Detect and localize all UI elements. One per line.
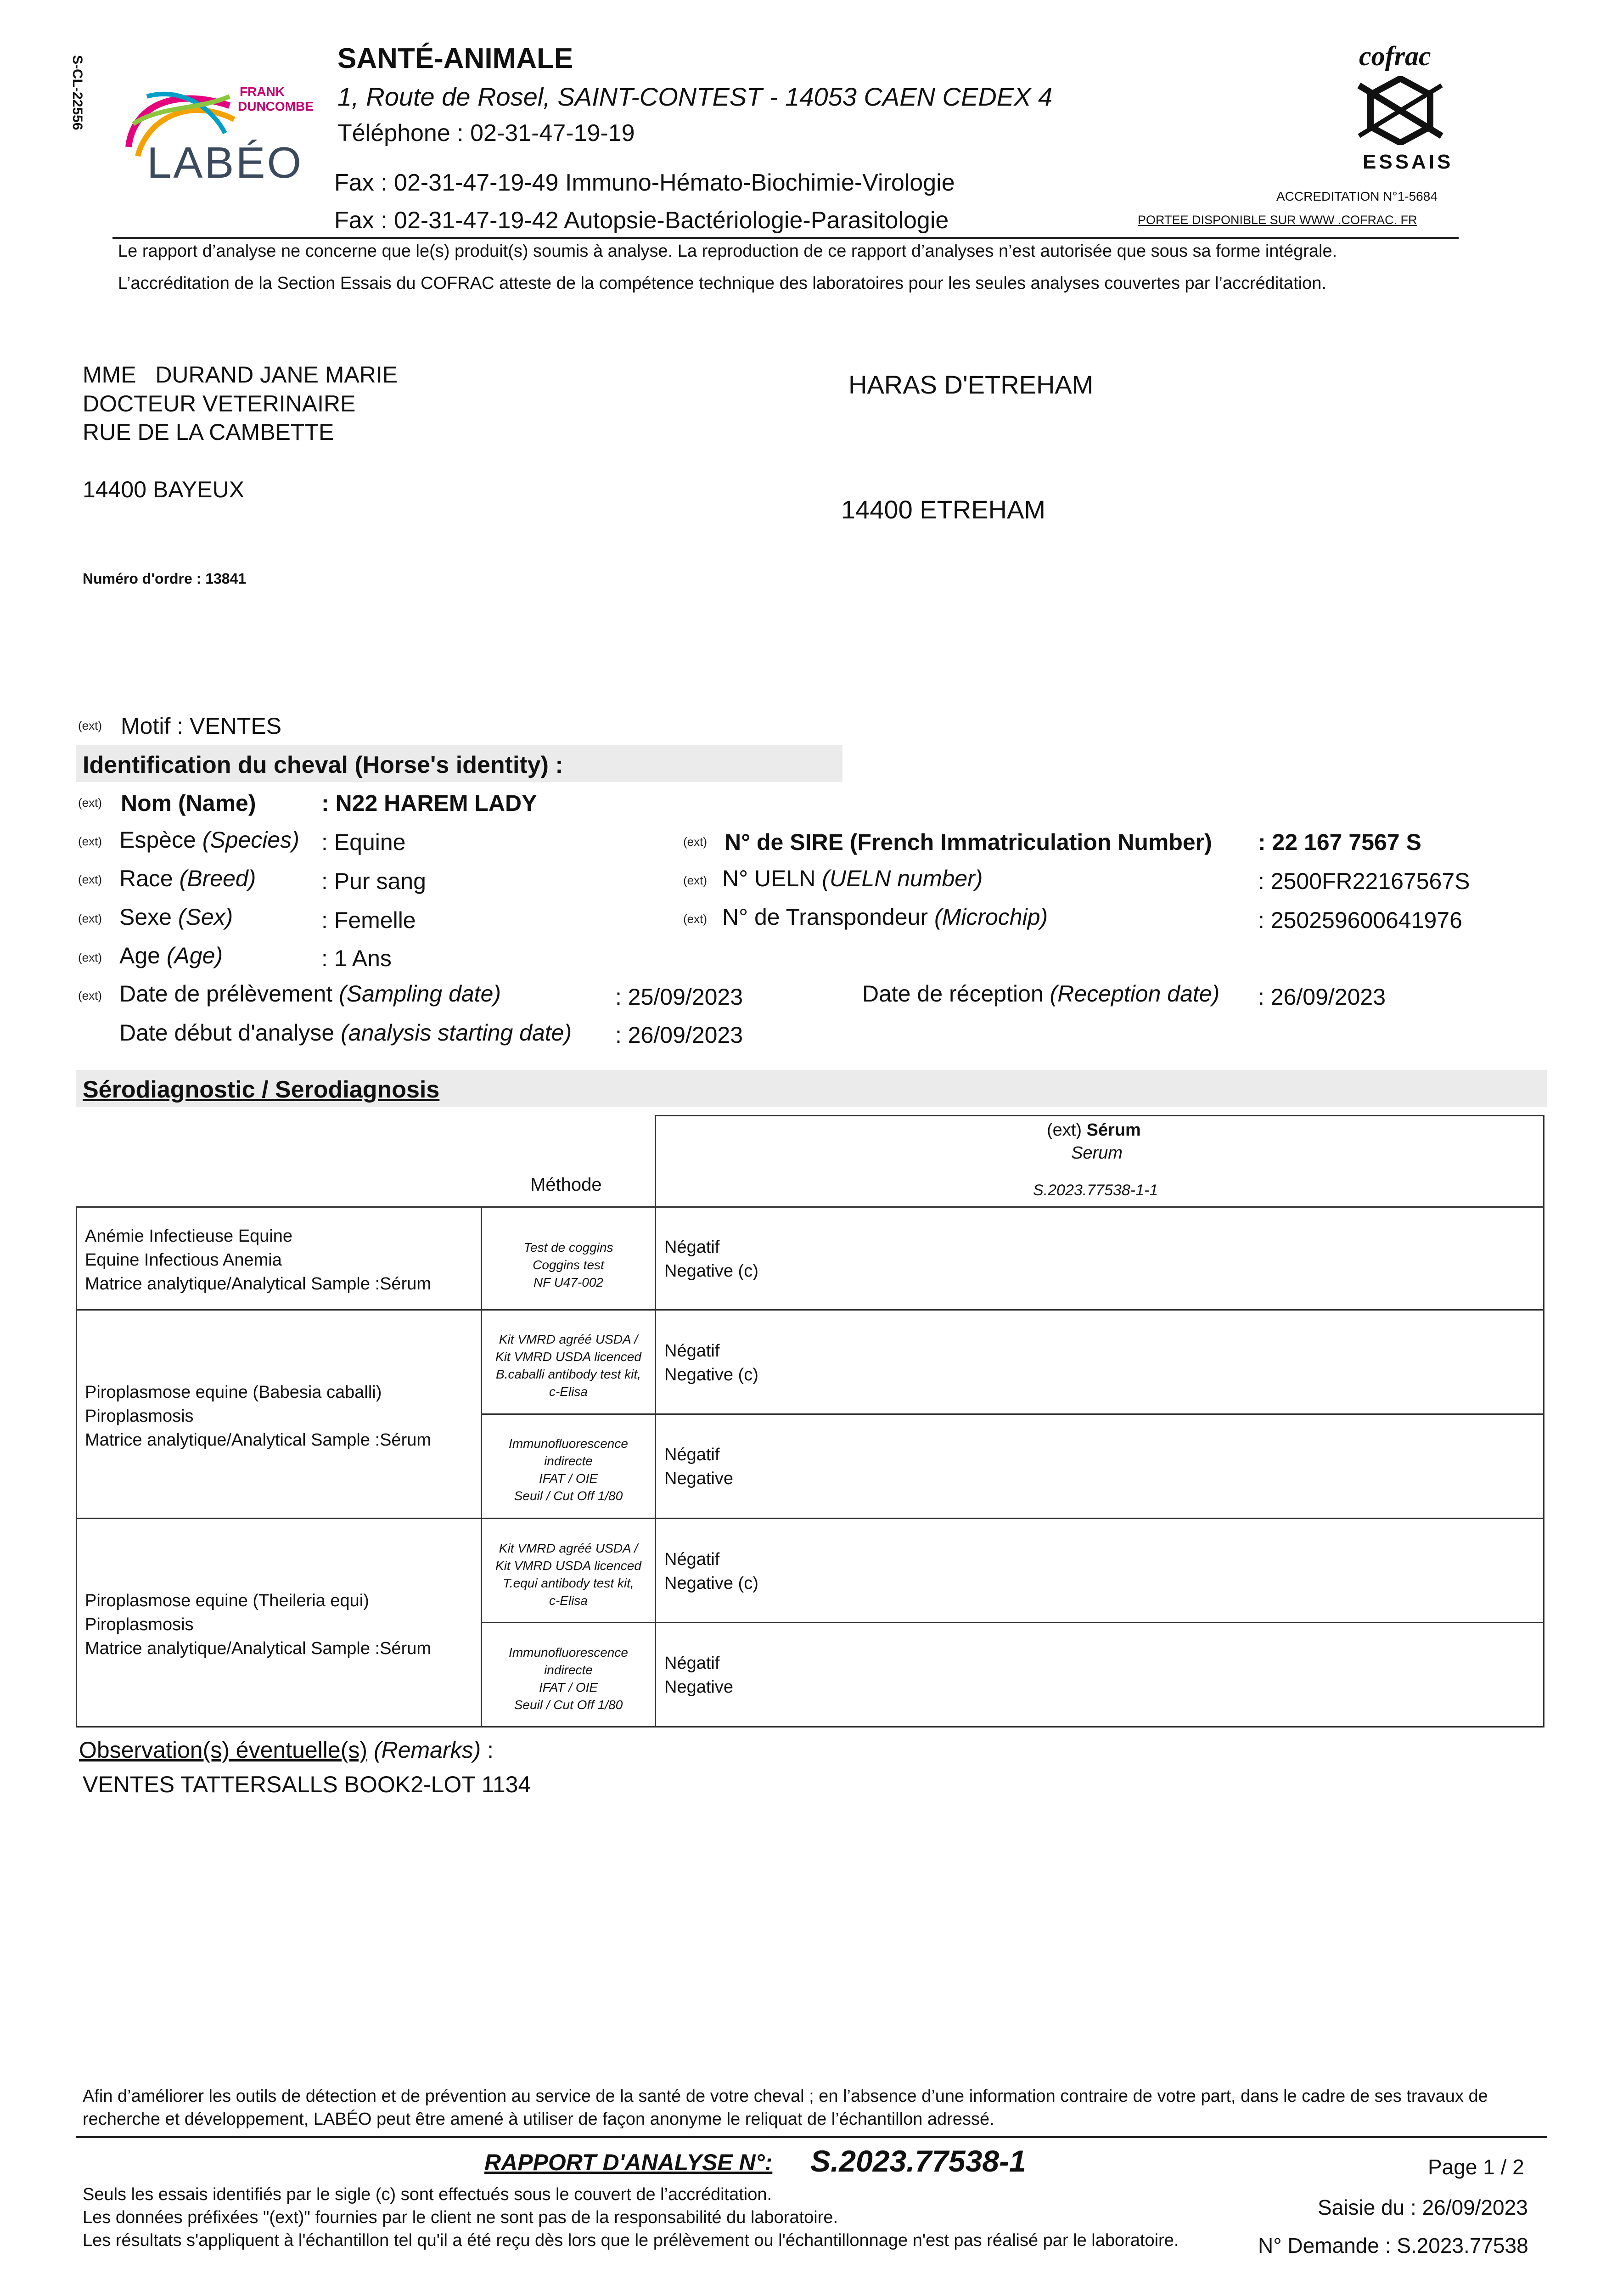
- lab-phone: Téléphone : 02-31-47-19-19: [337, 120, 635, 146]
- ueln-label: [722, 865, 983, 892]
- breed-label-fr: Race: [119, 866, 173, 891]
- ext-tag-ueln: (ext): [683, 873, 707, 887]
- sampling-date-label-fr: Date de prélèvement: [119, 981, 333, 1007]
- age-value: : 1 Ans: [321, 945, 392, 971]
- remarks-label: [79, 1737, 494, 1763]
- logo-duncombe: DUNCOMBE: [238, 99, 314, 113]
- sex-label-en: (Sex): [178, 904, 233, 930]
- remarks-colon: :: [487, 1737, 494, 1763]
- age-label-fr: Age: [119, 943, 160, 968]
- theileria-method-2-line-4: Seuil / Cut Off 1/80: [514, 1698, 623, 1712]
- theileria-method-1-line-4: c-Elisa: [549, 1593, 588, 1608]
- table-row-eia-result: [655, 1206, 1544, 1311]
- reception-date-label-fr: Date de réception: [862, 981, 1044, 1007]
- sample-id: S.2023.77538-1-1: [1033, 1182, 1158, 1199]
- theileria-result-2-fr: Négatif: [664, 1654, 720, 1673]
- reception-date-label-en: (Reception date): [1050, 981, 1220, 1007]
- eia-result-en: Negative (c): [664, 1261, 758, 1281]
- transponder-value: : 250259600641976: [1258, 907, 1462, 933]
- table-row-babesia-result-1: [655, 1309, 1544, 1415]
- theileria-method-1-line-2: Kit VMRD USDA licenced: [495, 1559, 641, 1573]
- horse-name-label: Nom (Name): [121, 790, 256, 816]
- sex-label: [119, 904, 233, 930]
- ext-tag-motif: (ext): [78, 719, 102, 732]
- theileria-method-2-line-1: Immunofluorescence: [509, 1645, 628, 1660]
- cofrac-portee-link[interactable]: PORTEE DISPONIBLE SUR WWW .COFRAC. FR: [1138, 213, 1417, 227]
- babesia-test-line-1: Piroplasmose equine (Babesia caballi): [85, 1383, 382, 1402]
- babesia-result-2: [664, 1443, 733, 1491]
- method-column-header: Méthode: [530, 1175, 602, 1195]
- footer-note-1: Seuls les essais identifiés par le sigle (c) sont effectués sous le couvert de l’accréditation.: [83, 2185, 772, 2204]
- recipient-city: 14400 BAYEUX: [83, 477, 245, 502]
- breed-value: : Pur sang: [321, 868, 426, 894]
- recipient-title: DOCTEUR VETERINAIRE: [83, 391, 356, 416]
- sample-ext-tag: (ext): [1047, 1120, 1082, 1140]
- recipient-street: RUE DE LA CAMBETTE: [83, 419, 334, 445]
- babesia-result-2-fr: Négatif: [664, 1445, 720, 1464]
- disclaimer-line-2: L’accréditation de la Section Essais du COFRAC atteste de la compétence technique des laboratoires pour les seules analyses couvertes par l’accréditation.: [118, 274, 1326, 293]
- analysis-date-value: : 26/09/2023: [615, 1022, 743, 1048]
- age-label: [119, 942, 223, 969]
- cofrac-essais: ESSAIS: [1363, 151, 1454, 173]
- sex-value: : Femelle: [321, 907, 416, 933]
- babesia-test-line-2: Piroplasmosis: [85, 1407, 194, 1426]
- page-number: Page 1 / 2: [1428, 2155, 1524, 2179]
- babesia-method-1-line-4: c-Elisa: [549, 1384, 588, 1399]
- ext-tag-sampling: (ext): [78, 989, 102, 1002]
- babesia-method-1-line-1: Kit VMRD agréé USDA /: [499, 1332, 638, 1346]
- cofrac-accreditation: ACCREDITATION N°1-5684: [1276, 189, 1438, 203]
- babesia-test-line-3: Matrice analytique/Analytical Sample :Sérum: [85, 1430, 432, 1450]
- labeo-logo: [119, 78, 326, 197]
- theileria-test-line-2: Piroplasmosis: [85, 1615, 194, 1634]
- saisie-date: Saisie du : 26/09/2023: [1318, 2195, 1528, 2219]
- theileria-result-1: [664, 1548, 758, 1595]
- horse-name-value: : N22 HAREM LADY: [321, 790, 537, 816]
- report-number: S.2023.77538-1: [810, 2144, 1026, 2178]
- logo-labeo: LABÉO: [147, 138, 303, 187]
- eia-method-line-1: Test de coggins: [523, 1240, 613, 1255]
- theileria-method-2: [482, 1644, 655, 1714]
- order-number: Numéro d'ordre : 13841: [83, 570, 247, 587]
- header-divider: [112, 237, 1459, 239]
- theileria-test-name: [85, 1589, 431, 1660]
- lab-address: 1, Route de Rosel, SAINT-CONTEST - 14053 CAEN CEDEX 4: [337, 82, 1053, 111]
- cofrac-logo: [1350, 40, 1454, 178]
- analysis-date-label-en: (analysis starting date): [341, 1020, 572, 1046]
- cofrac-logo-text: cofrac: [1359, 41, 1431, 71]
- babesia-method-1-line-2: Kit VMRD USDA licenced: [495, 1350, 641, 1364]
- table-row-babesia-result-2: [655, 1413, 1544, 1519]
- lab-fax-1: Fax : 02-31-47-19-49 Immuno-Hémato-Biochimie-Virologie: [334, 169, 955, 196]
- serodiag-section-title: Sérodiagnostic / Serodiagnosis: [83, 1076, 440, 1103]
- sample-header-label: [1047, 1120, 1141, 1140]
- babesia-result-1: [664, 1339, 758, 1387]
- theileria-test-line-3: Matrice analytique/Analytical Sample :Sérum: [85, 1639, 432, 1658]
- babesia-method-1: [482, 1331, 655, 1401]
- reception-date-label: [862, 980, 1219, 1007]
- ext-tag-transponder: (ext): [683, 912, 707, 926]
- theileria-result-2: [664, 1651, 733, 1699]
- eia-method-line-3: NF U47-002: [533, 1275, 603, 1289]
- footer-notice: Afin d’améliorer les outils de détection et de prévention au service de la santé de votre cheval ; en l’absence d’une information contraire de votre part, dans le cadre de ses travaux de recherche et développement, LABÉO peut être amené à utiliser de façon anonyme le reliquat de l’échantillon adressé.: [83, 2087, 1488, 2129]
- remarks-label-fr: Observation(s) éventuelle(s): [79, 1737, 368, 1763]
- ueln-value: : 2500FR22167567S: [1258, 868, 1470, 894]
- theileria-method-1: [482, 1540, 655, 1609]
- lab-fax-2: Fax : 02-31-47-19-42 Autopsie-Bactériologie-Parasitologie: [334, 207, 949, 234]
- identity-section-title: Identification du cheval (Horse's identity) :: [83, 752, 563, 778]
- side-reference: S-CL-22556: [70, 55, 85, 130]
- sample-type: Sérum: [1086, 1120, 1141, 1140]
- theileria-method-2-line-3: IFAT / OIE: [539, 1680, 598, 1694]
- ueln-label-fr: N° UELN: [722, 866, 816, 891]
- ueln-label-en: (UELN number): [822, 866, 983, 891]
- logo-frank: FRANK: [240, 84, 285, 99]
- recipient-name: MME DURAND JANE MARIE: [83, 362, 398, 388]
- remarks-label-en: (Remarks): [373, 1737, 481, 1763]
- disclaimer-line-1: Le rapport d’analyse ne concerne que le(s) produit(s) soumis à analyse. La reproduction de ce rapport d’analyses n’est autorisée que sous sa forme intégrale.: [118, 242, 1337, 261]
- ext-tag-species: (ext): [78, 834, 102, 848]
- motif: Motif : VENTES: [121, 713, 282, 739]
- breed-label-en: (Breed): [179, 866, 256, 891]
- eia-test-line-2: Equine Infectious Anemia: [85, 1250, 282, 1270]
- babesia-result-2-en: Negative: [664, 1469, 733, 1488]
- sire-label: N° de SIRE (French Immatriculation Number): [724, 829, 1212, 855]
- lab-name: SANTÉ-ANIMALE: [337, 43, 573, 74]
- ext-tag-sire: (ext): [683, 835, 707, 849]
- babesia-result-1-en: Negative (c): [664, 1365, 758, 1384]
- eia-method: [482, 1239, 655, 1291]
- owner-city: 14400 ETREHAM: [841, 495, 1046, 524]
- sampling-date-label: [119, 980, 501, 1007]
- ext-tag-age: (ext): [78, 951, 102, 964]
- theileria-method-1-line-3: T.equi antibody test kit,: [503, 1576, 634, 1590]
- theileria-result-2-en: Negative: [664, 1677, 733, 1697]
- sampling-date-label-en: (Sampling date): [339, 981, 501, 1007]
- transponder-label: [722, 904, 1048, 930]
- theileria-result-1-en: Negative (c): [664, 1574, 758, 1593]
- theileria-result-1-fr: Négatif: [664, 1550, 720, 1569]
- ext-tag-name: (ext): [78, 796, 102, 810]
- babesia-method-2-line-4: Seuil / Cut Off 1/80: [514, 1489, 623, 1503]
- theileria-method-2-line-2: indirecte: [544, 1663, 593, 1677]
- theileria-test-line-1: Piroplasmose equine (Theileria equi): [85, 1591, 369, 1610]
- species-value: : Equine: [321, 829, 406, 855]
- ext-tag-breed: (ext): [78, 872, 102, 886]
- species-label-fr: Espèce: [119, 827, 196, 853]
- species-label-en: (Species): [202, 827, 299, 853]
- eia-test-line-3: Matrice analytique/Analytical Sample :Sérum: [85, 1274, 432, 1294]
- theileria-method-1-line-1: Kit VMRD agréé USDA /: [499, 1541, 638, 1555]
- remarks-text: VENTES TATTERSALLS BOOK2-LOT 1134: [83, 1772, 531, 1797]
- species-label: [119, 827, 299, 853]
- babesia-method-2-line-3: IFAT / OIE: [539, 1471, 598, 1486]
- transponder-label-en: (Microchip): [934, 904, 1048, 930]
- table-row-theileria-result-2: [655, 1622, 1544, 1728]
- analysis-date-label: [119, 1019, 572, 1046]
- sampling-date-value: : 25/09/2023: [615, 984, 743, 1010]
- ext-tag-sex: (ext): [78, 912, 102, 925]
- sex-label-fr: Sexe: [119, 904, 172, 930]
- footer-note-3: Les résultats s'appliquent à l'échantillon tel qu'il a été reçu dès lors que le prélèvement ou l'échantillonnage n'est pas réalisé par le laboratoire.: [83, 2231, 1179, 2250]
- babesia-result-1-fr: Négatif: [664, 1341, 720, 1361]
- age-label-en: (Age): [166, 943, 223, 968]
- babesia-method-2: [482, 1435, 655, 1505]
- babesia-method-2-line-2: indirecte: [544, 1454, 593, 1468]
- eia-test-name: [85, 1224, 431, 1296]
- babesia-test-name: [85, 1380, 431, 1452]
- eia-test-line-1: Anémie Infectieuse Equine: [85, 1227, 293, 1246]
- owner-name: HARAS D'ETREHAM: [848, 370, 1094, 399]
- breed-label: [119, 865, 256, 892]
- babesia-method-1-line-3: B.caballi antibody test kit,: [496, 1367, 641, 1381]
- cofrac-hexagon-icon: [1354, 76, 1446, 145]
- footer-note-2: Les données préfixées "(ext)" fournies par le client ne sont pas de la responsabilité du laboratoire.: [83, 2208, 838, 2227]
- reception-date-value: : 26/09/2023: [1258, 984, 1386, 1010]
- transponder-label-fr: N° de Transpondeur: [722, 904, 928, 930]
- eia-result-fr: Négatif: [664, 1238, 720, 1257]
- demande-number: N° Demande : S.2023.77538: [1258, 2234, 1528, 2257]
- report-label: RAPPORT D'ANALYSE N°:: [484, 2150, 773, 2175]
- table-row-theileria-result-1: [655, 1518, 1544, 1623]
- analysis-date-label-fr: Date début d'analyse: [119, 1020, 335, 1046]
- eia-result: [664, 1235, 758, 1283]
- footer-divider: [76, 2136, 1547, 2138]
- sample-type-en: Serum: [1071, 1143, 1123, 1163]
- babesia-method-2-line-1: Immunofluorescence: [509, 1436, 628, 1451]
- eia-method-line-2: Coggins test: [533, 1258, 604, 1272]
- sire-value: : 22 167 7567 S: [1258, 829, 1421, 855]
